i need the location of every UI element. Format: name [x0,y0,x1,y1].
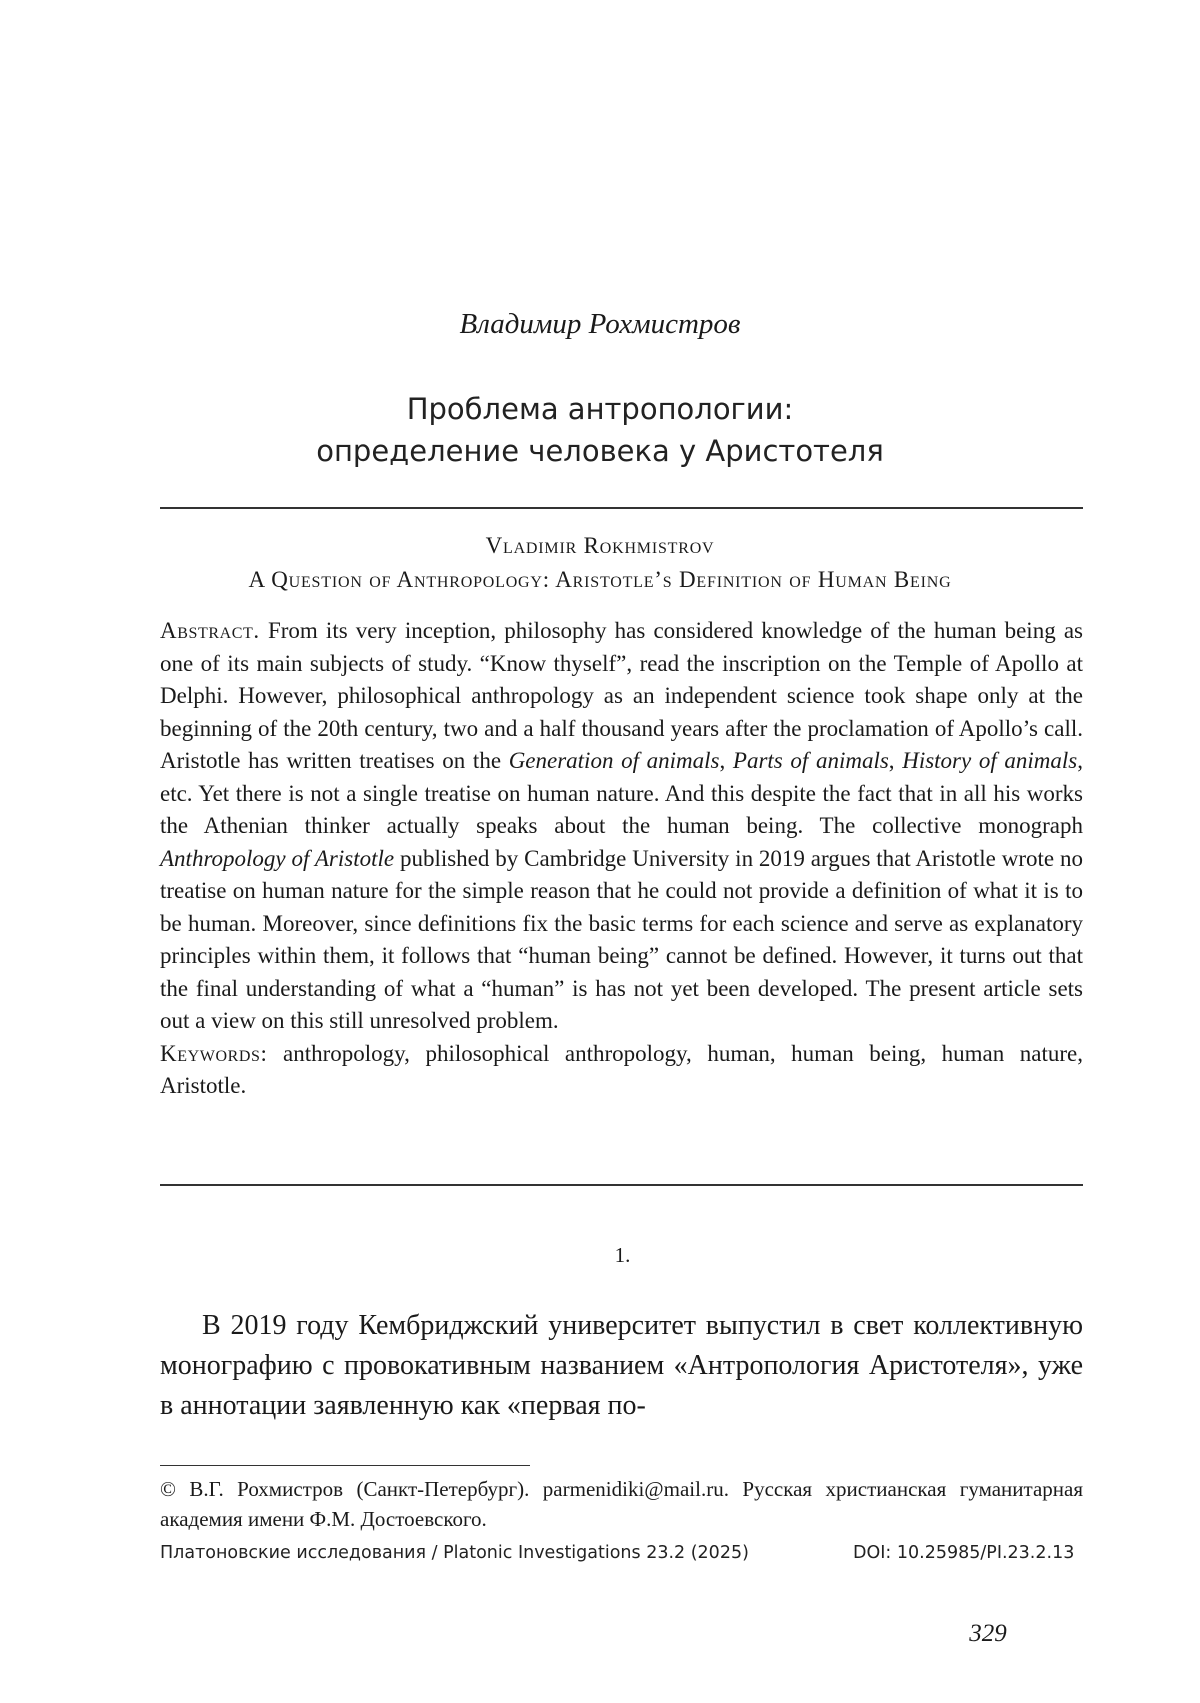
footnote-text: © В.Г. Рохмистров (Санкт-Петербург). parmenidiki@mail.ru. Русская христианская гуманитарная академия имени Ф.М. Достоевского. [160,1477,1083,1531]
page-number: 329 [969,1620,1007,1647]
footnote-divider [160,1465,530,1466]
keywords-label: Keywords: [160,1040,268,1066]
article-title-ru [0,388,1200,472]
abstract-italic-title-4: Anthropology of Aristotle [160,845,395,871]
footnote [160,1474,1083,1534]
article-title-en: A Question of Anthropology: Aristotle’s Definition of Human Being [248,567,952,592]
title-ru-line-1: Проблема антропологии: [406,392,794,426]
abstract-text-3: published by Cambridge University in 2019 argues that Aristotle wrote no treatise on human nature for the simple reason that he could not provide a definition of what it is to be human. Moreover, since definitions fix the basic terms for each science and serve as explanatory principles within them, it follows that “human being” cannot be defined. However, it turns out that the final understanding of what a “human” is has not yet been developed. The present article sets out a view on this still unresolved problem. [160,845,1083,1033]
journal-citation-line [160,1543,1083,1563]
abstract-paragraph [160,615,1083,1038]
abstract-sep-1: , [719,748,726,773]
abstract-label: Abstract. [160,618,260,643]
abstract-italic-title-1: Generation of animals [508,748,720,773]
doi: DOI: 10.25985/PI.23.2.13 [853,1543,1075,1563]
abstract-text-1: From its very inception, philosophy has considered knowledge of the human being as one of its main subjects of study. “Know thyself”, read the inscription on the Temple of Apollo at Delphi. However, philosophical anthropology as an independent science took shape only at the beginning of the 20th century, two and a half thousand years after the proclamation of Apollo’s call. Aristotle has written treatises on the [160,618,1084,773]
journal-citation: Платоновские исследования / Platonic Investigations 23.2 (2025) [160,1543,749,1563]
abstract-block [160,615,1083,1103]
bottom-divider [160,1184,1083,1186]
abstract-italic-title-2: Parts of animals [732,748,889,773]
section-number: 1. [614,1243,631,1267]
body-paragraph: В 2019 году Кембриджский университет выпустил в свет коллективную монографию с провокативным названием «Антропология Аристотеля», уже в аннотации заявленную как «первая по- [160,1310,1083,1421]
keywords-paragraph [160,1038,1083,1103]
abstract-italic-title-3: History of animals [902,748,1078,773]
abstract-text-2: , etc. Yet there is not a single treatise on human nature. And this despite the fact that in all his works the Athenian thinker actually speaks about the human being. The collective monograph [160,748,1083,838]
abstract-sep-2: , [888,748,895,773]
title-ru-line-2: определение человека у Аристотеля [316,434,884,468]
author-name-ru: Владимир Рохмистров [459,308,741,340]
body-text [160,1306,1083,1426]
author-name-en: Vladimir Rokhmistrov [485,533,715,558]
top-divider [160,507,1083,509]
keywords-list: anthropology, philosophical anthropology, human, human being, human nature, Aristotle. [160,1040,1083,1098]
